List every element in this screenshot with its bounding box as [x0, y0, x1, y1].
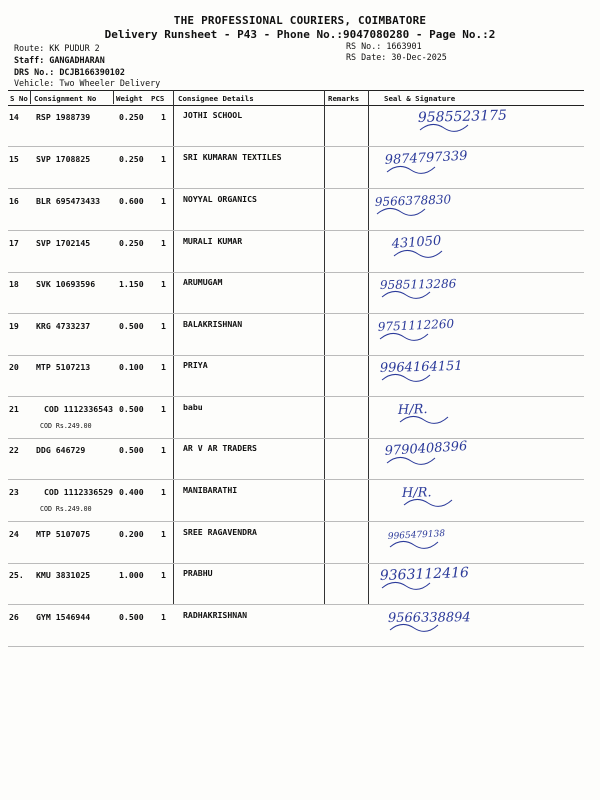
- row-pcs: 1: [161, 529, 166, 539]
- table-row: [8, 604, 584, 647]
- row-sno: 26: [9, 612, 19, 622]
- row-cod-amount: COD Rs.249.00: [40, 505, 92, 513]
- row-consignment: SVK 10693596: [36, 279, 96, 289]
- signature: [378, 307, 578, 347]
- signature: [418, 98, 600, 138]
- row-consignee: MANIBARATHI: [183, 485, 238, 495]
- row-pcs: 1: [161, 238, 166, 248]
- signature: [380, 348, 580, 388]
- row-consignment: GYM 1546944: [36, 612, 91, 622]
- row-sno: 24: [9, 529, 19, 539]
- row-sno: 19: [9, 321, 19, 331]
- row-consignment: MTP 5107213: [36, 362, 91, 372]
- row-consignment: MTP 5107075: [36, 529, 91, 539]
- row-pcs: 1: [161, 154, 166, 164]
- row-consignment: SVP 1708825: [36, 154, 91, 164]
- row-pcs: 1: [161, 445, 166, 455]
- row-pcs: 1: [161, 404, 166, 414]
- col-pcs: PCS: [151, 94, 165, 103]
- row-consignee: JOTHI SCHOOL: [183, 110, 243, 120]
- col-sno: S No: [10, 94, 28, 103]
- row-weight: 0.400: [119, 487, 144, 497]
- row-weight: 0.600: [119, 196, 144, 206]
- row-weight: 0.500: [119, 404, 144, 414]
- row-consignment: KRG 4733237: [36, 321, 91, 331]
- signature-text: 9585523175: [417, 107, 508, 126]
- signature: [388, 598, 588, 638]
- signature-text: 9585113286: [379, 276, 457, 292]
- row-weight: 0.250: [119, 238, 144, 248]
- divider: [113, 90, 114, 104]
- row-sno: 25.: [9, 570, 24, 580]
- signature-text: 9363112416: [379, 564, 470, 584]
- signature-text: 9874797339: [384, 148, 468, 168]
- signature-scribble: [390, 541, 438, 548]
- row-cod-amount: COD Rs.249.00: [40, 422, 92, 430]
- signature: [388, 515, 588, 555]
- row-pcs: 1: [161, 487, 166, 497]
- row-consignee: SREE RAGAVENDRA: [183, 527, 257, 537]
- signature-text: H/R.: [401, 485, 432, 501]
- signature: [402, 473, 600, 513]
- signature-scribble: [400, 416, 448, 423]
- row-consignment: SVP 1702145: [36, 238, 91, 248]
- row-consignment: KMU 3831025: [36, 570, 91, 580]
- row-weight: 0.250: [119, 112, 144, 122]
- row-sno: 15: [9, 154, 19, 164]
- rs-date: RS Date: 30-Dec-2025: [346, 52, 447, 62]
- col-consignee: Consignee Details: [178, 94, 254, 103]
- row-consignee: AR V AR TRADERS: [183, 443, 257, 453]
- signature-scribble: [380, 333, 428, 340]
- route-label: Route: KK PUDUR 2: [14, 43, 100, 53]
- row-weight: 0.500: [119, 321, 144, 331]
- row-sno: 20: [9, 362, 19, 372]
- row-sno: 23: [9, 487, 19, 497]
- signature-scribble: [382, 582, 430, 589]
- signature-scribble: [377, 208, 425, 215]
- row-sno: 21: [9, 404, 19, 414]
- signature-text: 9964164151: [379, 358, 463, 376]
- row-weight: 0.500: [119, 612, 144, 622]
- row-pcs: 1: [161, 279, 166, 289]
- vehicle-label: Vehicle: Two Wheeler Delivery: [14, 78, 161, 88]
- company-title: THE PROFESSIONAL COURIERS, COIMBATORE: [173, 14, 427, 27]
- row-weight: 1.000: [119, 570, 144, 580]
- row-weight: 0.250: [119, 154, 144, 164]
- signature-scribble: [382, 291, 430, 298]
- row-pcs: 1: [161, 362, 166, 372]
- signature: [392, 224, 592, 264]
- signature-text: 9965479138: [387, 529, 446, 542]
- row-sno: 22: [9, 445, 19, 455]
- row-weight: 0.500: [119, 445, 144, 455]
- signature: [398, 390, 598, 430]
- col-remarks: Remarks: [328, 94, 360, 103]
- row-consignment: RSP 1988739: [36, 112, 91, 122]
- signature-text: 431050: [391, 233, 442, 252]
- col-consignment: Consignment No: [34, 94, 97, 103]
- drs-number: DRS No.: DCJB166390102: [14, 67, 125, 77]
- row-sno: 14: [9, 112, 19, 122]
- signature-scribble: [404, 499, 452, 506]
- row-consignee: ARUMUGAM: [183, 277, 223, 287]
- signature-scribble: [387, 457, 435, 464]
- signature-text: 9790408396: [384, 438, 468, 459]
- signature: [375, 182, 575, 222]
- row-weight: 1.150: [119, 279, 144, 289]
- signature: [380, 556, 580, 596]
- row-consignee: PRABHU: [183, 568, 213, 578]
- row-sno: 16: [9, 196, 19, 206]
- row-pcs: 1: [161, 196, 166, 206]
- rs-number: RS No.: 1663901: [346, 41, 422, 51]
- row-sno: 17: [9, 238, 19, 248]
- col-seal: Seal & Signature: [384, 94, 456, 103]
- signature-scribble: [394, 250, 442, 257]
- signature-text: 9751112260: [377, 316, 455, 334]
- signature-scribble: [387, 166, 435, 173]
- row-pcs: 1: [161, 612, 166, 622]
- row-consignment: BLR 695473433: [36, 196, 101, 206]
- row-pcs: 1: [161, 321, 166, 331]
- row-consignee: PRIYA: [183, 360, 208, 370]
- signature-text: H/R.: [397, 401, 428, 418]
- signature: [380, 265, 580, 305]
- signature: [385, 431, 585, 471]
- signature-text: 9566378830: [374, 192, 452, 209]
- signature-text: 9566338894: [387, 610, 471, 626]
- row-consignment: COD 1112336529: [44, 487, 114, 497]
- divider: [30, 90, 31, 104]
- row-consignment: COD 1112336543: [44, 404, 114, 414]
- signature-scribble: [382, 374, 430, 381]
- staff-label: Staff: GANGADHARAN: [14, 55, 105, 65]
- row-pcs: 1: [161, 570, 166, 580]
- row-pcs: 1: [161, 112, 166, 122]
- signature-scribble: [420, 124, 468, 131]
- row-consignee: MURALI KUMAR: [183, 236, 243, 246]
- col-weight: Weight: [116, 94, 143, 103]
- row-consignee: BALAKRISHNAN: [183, 319, 243, 329]
- row-consignment: DDG 646729: [36, 445, 86, 455]
- row-weight: 0.100: [119, 362, 144, 372]
- row-consignee: babu: [183, 402, 203, 412]
- row-consignee: SRI KUMARAN TEXTILES: [183, 152, 282, 162]
- row-sno: 18: [9, 279, 19, 289]
- row-consignee: RADHAKRISHNAN: [183, 610, 248, 620]
- row-weight: 0.200: [119, 529, 144, 539]
- signature: [385, 140, 585, 180]
- row-consignee: NOYYAL ORGANICS: [183, 194, 257, 204]
- runsheet-subtitle: Delivery Runsheet - P43 - Phone No.:9047080280 - Page No.:2: [104, 28, 496, 41]
